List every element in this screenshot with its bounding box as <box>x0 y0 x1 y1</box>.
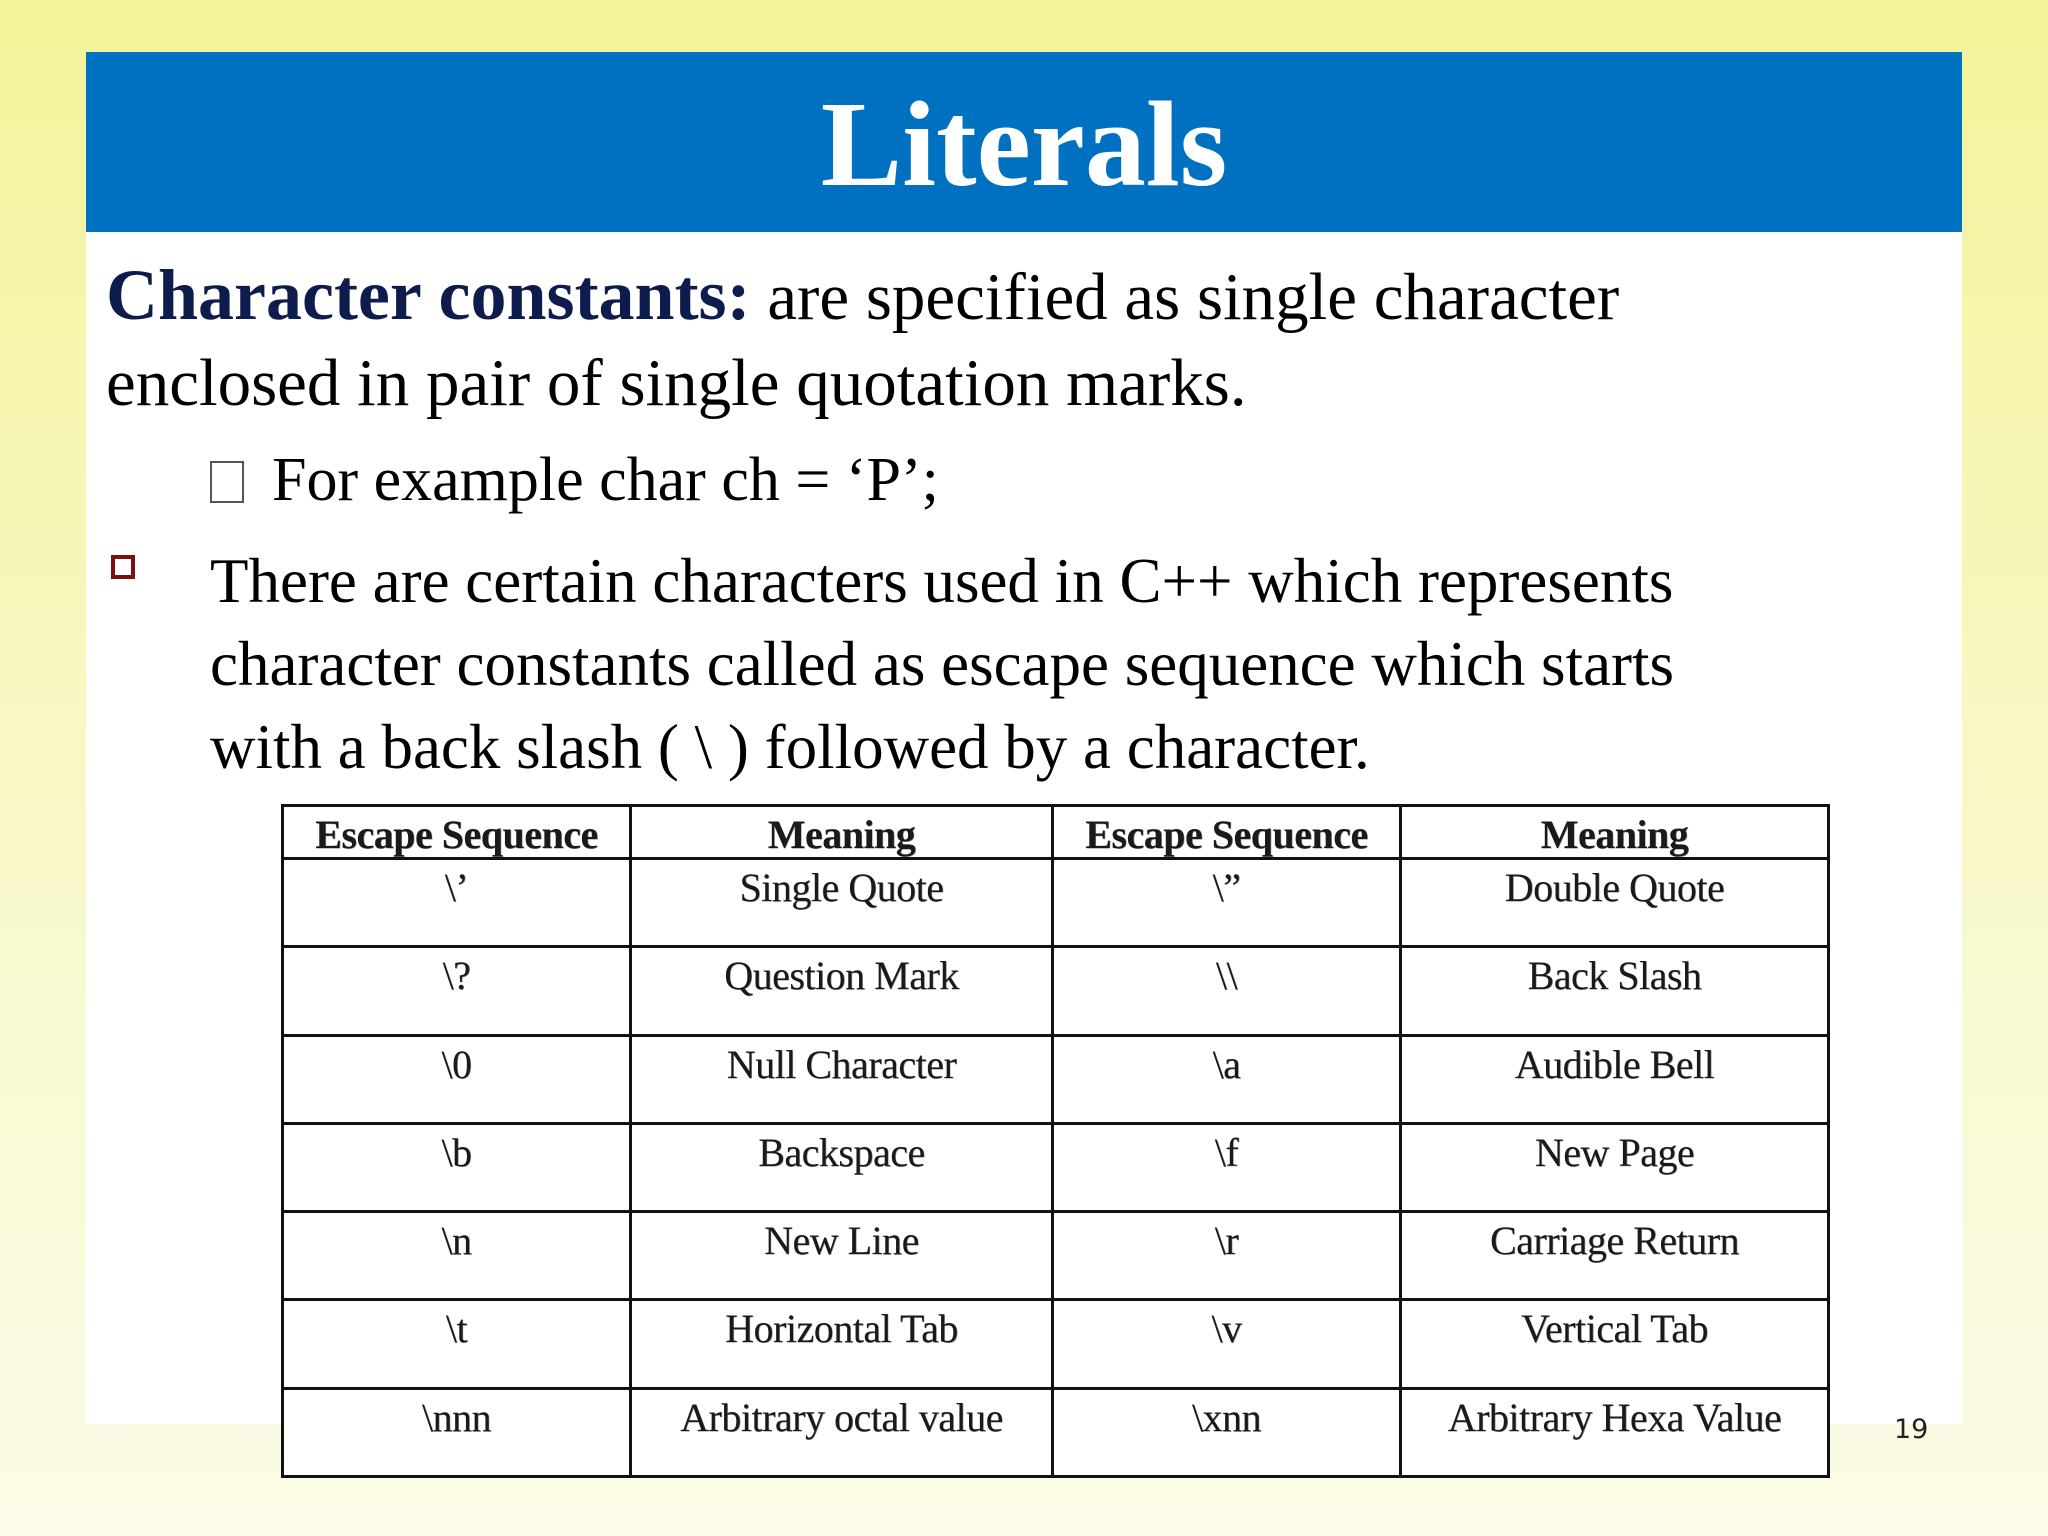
escape-cell: \n <box>283 1212 631 1300</box>
bullet-line-2: character constants called as escape sequence which starts <box>210 629 1675 699</box>
title-bar <box>86 52 1962 232</box>
meaning-cell: Back Slash <box>1401 947 1829 1035</box>
bullet-paragraph <box>210 540 1940 789</box>
escape-cell: \b <box>283 1123 631 1211</box>
table-row <box>283 1300 1829 1388</box>
intro-paragraph <box>106 252 1936 426</box>
table-row <box>283 1035 1829 1123</box>
table-row <box>283 1388 1829 1476</box>
escape-cell: \’ <box>283 859 631 947</box>
slide-title: Literals <box>820 77 1228 212</box>
hollow-square-bullet-icon <box>111 555 135 579</box>
table-row <box>283 1123 1829 1211</box>
meaning-cell: Vertical Tab <box>1401 1300 1829 1388</box>
escape-cell: \nnn <box>283 1388 631 1476</box>
header-escape-sequence-2: Escape Sequence <box>1053 806 1401 859</box>
bullet-line-1: There are certain characters used in C++ which represents <box>210 546 1674 616</box>
escape-cell: \xnn <box>1053 1388 1401 1476</box>
escape-cell: \f <box>1053 1123 1401 1211</box>
escape-cell: \\ <box>1053 947 1401 1035</box>
escape-cell: \v <box>1053 1300 1401 1388</box>
meaning-cell: Single Quote <box>631 859 1053 947</box>
escape-cell: \? <box>283 947 631 1035</box>
table-row <box>283 1212 1829 1300</box>
table-header-row <box>283 806 1829 859</box>
meaning-cell: Audible Bell <box>1401 1035 1829 1123</box>
table-row <box>283 859 1829 947</box>
escape-cell: \a <box>1053 1035 1401 1123</box>
example-line <box>210 440 939 520</box>
header-meaning-1: Meaning <box>631 806 1053 859</box>
escape-cell: \0 <box>283 1035 631 1123</box>
meaning-cell: Double Quote <box>1401 859 1829 947</box>
meaning-cell: Arbitrary Hexa Value <box>1401 1388 1829 1476</box>
intro-line1-text: are specified as single character <box>750 260 1620 334</box>
meaning-cell: Horizontal Tab <box>631 1300 1053 1388</box>
meaning-cell: Arbitrary octal value <box>631 1388 1053 1476</box>
meaning-cell: New Page <box>1401 1123 1829 1211</box>
intro-line2-text: enclosed in pair of single quotation marks. <box>106 346 1247 420</box>
escape-cell: \” <box>1053 859 1401 947</box>
header-escape-sequence-1: Escape Sequence <box>283 806 631 859</box>
bullet-line-3: with a back slash ( \ ) followed by a character. <box>210 712 1370 782</box>
escape-cell: \t <box>283 1300 631 1388</box>
intro-term: Character constants: <box>106 255 751 335</box>
header-meaning-2: Meaning <box>1401 806 1829 859</box>
escape-cell: \r <box>1053 1212 1401 1300</box>
table-row <box>283 947 1829 1035</box>
meaning-cell: New Line <box>631 1212 1053 1300</box>
escape-sequence-table <box>281 804 1830 1478</box>
meaning-cell: Null Character <box>631 1035 1053 1123</box>
meaning-cell: Backspace <box>631 1123 1053 1211</box>
empty-square-icon <box>210 461 244 503</box>
example-text: For example char ch = ‘P’; <box>272 446 939 514</box>
page-number: 19 <box>1894 1414 1929 1445</box>
meaning-cell: Carriage Return <box>1401 1212 1829 1300</box>
meaning-cell: Question Mark <box>631 947 1053 1035</box>
